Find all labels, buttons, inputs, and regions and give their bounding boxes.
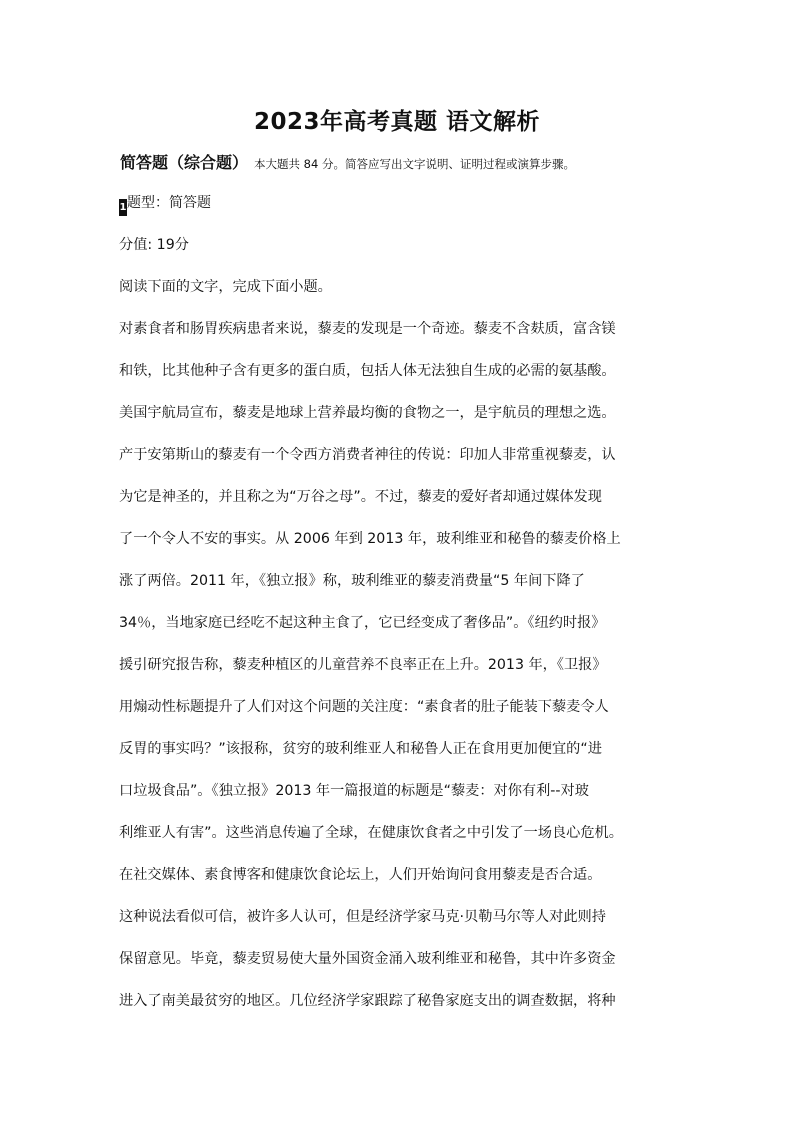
question-score: 分值: 19分 xyxy=(119,237,189,253)
passage-line: 用煽动性标题提升了人们对这个问题的关注度：“素食者的肚子能装下藜麦令人 xyxy=(119,699,609,715)
passage-line: 进入了南美最贫穷的地区。几位经济学家跟踪了秘鲁家庭支出的调查数据，将种 xyxy=(119,993,616,1009)
page-title: 2023年高考真题 语文解析 xyxy=(253,109,541,135)
passage-line: 美国宇航局宣布，藜麦是地球上营养最均衡的食物之一，是宇航员的理想之选。 xyxy=(119,405,616,421)
passage-line: 保留意见。毕竟，藜麦贸易使大量外国资金涌入玻利维亚和秘鲁，其中许多资金 xyxy=(119,951,616,967)
passage-line: 在社交媒体、素食博客和健康饮食论坛上，人们开始询问食用藜麦是否合适。 xyxy=(119,867,602,883)
section-description: 本大题共 84 分。简答应写出文字说明、证明过程或演算步骤。 xyxy=(254,157,575,171)
question-type: 题型：简答题 xyxy=(127,195,211,211)
passage-line: 产于安第斯山的藜麦有一个令西方消费者神往的传说：印加人非常重视藜麦，认 xyxy=(119,447,616,463)
passage-line: 援引研究报告称，藜麦种植区的儿童营养不良率正在上升。2013 年，《卫报》 xyxy=(119,657,607,673)
passage-line: 利维亚人有害”。这些消息传遍了全球，在健康饮食者之中引发了一场良心危机。 xyxy=(119,825,623,841)
question-type-line xyxy=(119,192,211,216)
section-label: 简答题（综合题） xyxy=(120,153,249,172)
question-number-badge: 1 xyxy=(119,199,127,216)
question-instruction: 阅读下面的文字，完成下面小题。 xyxy=(119,279,332,295)
passage-line: 反胃的事实吗？”该报称，贫穷的玻利维亚人和秘鲁人正在食用更加便宜的“进 xyxy=(119,741,602,757)
section-header xyxy=(120,150,720,173)
passage-line: 34％，当地家庭已经吃不起这种主食了，它已经变成了奢侈品”。《纽约时报》 xyxy=(119,615,606,631)
passage-line: 为它是神圣的，并且称之为“万谷之母”。不过，藜麦的爱好者却通过媒体发现 xyxy=(119,489,602,505)
passage-line: 和铁，比其他种子含有更多的蛋白质，包括人体无法独自生成的必需的氨基酸。 xyxy=(119,363,616,379)
passage-line: 对素食者和肠胃疾病患者来说，藜麦的发现是一个奇迹。藜麦不含麸质，富含镁 xyxy=(119,321,616,337)
passage-line: 这种说法看似可信，被许多人认可，但是经济学家马克·贝勒马尔等人对此则持 xyxy=(119,909,606,925)
passage-line: 了一个令人不安的事实。从 2006 年到 2013 年，玻利维亚和秘鲁的藜麦价格上 xyxy=(119,531,621,547)
passage-line: 口垃圾食品”。《独立报》2013 年一篇报道的标题是“藜麦：对你有利--对玻 xyxy=(119,783,589,799)
passage-line: 涨了两倍。2011 年，《独立报》称，玻利维亚的藜麦消费量“5 年间下降了 xyxy=(119,573,585,589)
